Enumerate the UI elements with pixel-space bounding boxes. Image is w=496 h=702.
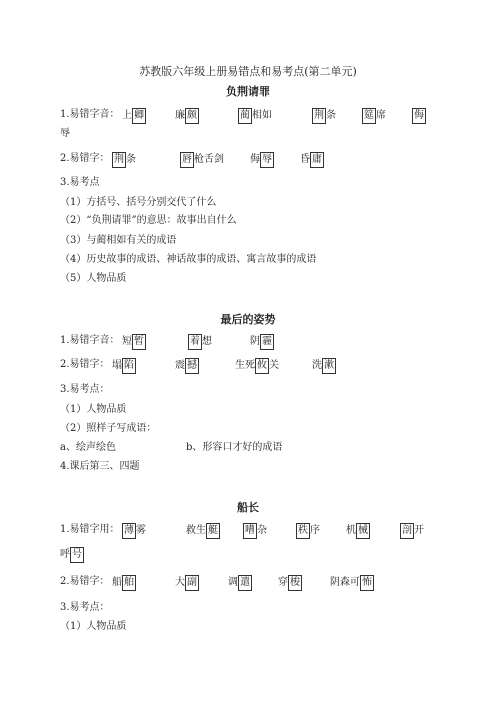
s3-char-3: 调 遣 bbox=[228, 575, 252, 591]
s2-word-3-highlight: 霾 bbox=[260, 334, 274, 350]
s2-char-1-highlight: 陷 bbox=[122, 358, 136, 374]
s2-line2-label: 2.易错字： bbox=[60, 359, 110, 370]
s2-char-1: 塌 陷 bbox=[112, 358, 136, 374]
s3-word-5: 机 械 bbox=[346, 523, 370, 539]
s2-char-3: 生死 攸 关 bbox=[235, 358, 279, 374]
s3-point-1: （1）人物品质 bbox=[60, 621, 127, 632]
s1-char-4: 昏 庸 bbox=[300, 152, 324, 168]
s3-char-4: 穿 梭 bbox=[278, 575, 302, 591]
s3-char-1-highlight: 舶 bbox=[122, 575, 136, 591]
s1-line1-label: 1.易错字音： bbox=[60, 109, 120, 120]
s1-word-3-highlight: 蔺 bbox=[238, 108, 252, 124]
s1-point-3: （3）与蔺相如有关的成语 bbox=[60, 235, 177, 246]
s1-word-1-highlight: 卿 bbox=[132, 108, 146, 124]
s1-char-3-highlight: 辱 bbox=[260, 152, 274, 168]
s3-line1-label: 1.易错字用： bbox=[60, 524, 120, 535]
s3-word-4-highlight: 秩 bbox=[296, 523, 310, 539]
s2-char-2: 震 撼 bbox=[175, 358, 199, 374]
s1-word-6a bbox=[412, 108, 426, 124]
s2-point-3a: a、绘声绘色 bbox=[60, 442, 116, 453]
s3-word-1-highlight: 薄 bbox=[122, 523, 136, 539]
s2-char-2-highlight: 撼 bbox=[185, 358, 199, 374]
s2-word-1-highlight: 暂 bbox=[132, 334, 146, 350]
s1-char-2: 唇 枪舌剑 bbox=[180, 152, 224, 168]
section-title-zuihoudezishi: 最后的姿势 bbox=[220, 313, 276, 326]
s3-char-1: 船 舶 bbox=[112, 575, 136, 591]
s3-word-5-highlight: 械 bbox=[356, 523, 370, 539]
s2-point-2: （2）照样子写成语： bbox=[60, 423, 157, 434]
s1-word-1: 上 卿 bbox=[122, 108, 146, 124]
s2-char-4: 洗 漱 bbox=[312, 358, 336, 374]
s3-word-3-highlight: 嘈 bbox=[243, 523, 257, 539]
s2-char-4-highlight: 漱 bbox=[322, 358, 336, 374]
s1-word-3: 蔺 相如 bbox=[238, 108, 272, 124]
s2-word-2: 着 想 bbox=[188, 334, 212, 350]
s2-line1-label: 1.易错字音： bbox=[60, 335, 120, 346]
s1-word-4-highlight: 荆 bbox=[312, 108, 326, 124]
s2-line3: 3.易考点： bbox=[60, 384, 110, 395]
s3-word-6: 剖 开 bbox=[400, 523, 424, 539]
section-title-fujingqingzui: 负荆请罪 bbox=[226, 85, 270, 98]
s3-word-2: 救生 艇 bbox=[186, 523, 220, 539]
s3-char-4-highlight: 梭 bbox=[288, 575, 302, 591]
s2-word-1: 短 暂 bbox=[122, 334, 146, 350]
s2-point-1: （1）人物品质 bbox=[60, 404, 127, 415]
s1-word-5: 筵 席 bbox=[362, 108, 386, 124]
s3-word-4: 秩 序 bbox=[296, 523, 320, 539]
s3-line2-label: 2.易错字： bbox=[60, 576, 110, 587]
s3-char-2-highlight: 副 bbox=[185, 575, 199, 591]
s3-char-5-highlight: 怖 bbox=[360, 575, 374, 591]
s3-word-6-highlight: 剖 bbox=[400, 523, 414, 539]
s1-point-4: （4）历史故事的成语、神话故事的成语、寓言故事的成语 bbox=[60, 254, 317, 265]
s3-word-3: 嘈 杂 bbox=[243, 523, 267, 539]
s1-line2-label: 2.易错字： bbox=[60, 153, 110, 164]
s3-word-1: 薄 雾 bbox=[122, 523, 146, 539]
s1-word-2: 廉 颇 bbox=[175, 108, 199, 124]
s3-word-7: 呼 号 bbox=[60, 547, 84, 563]
s3-char-2: 大 副 bbox=[175, 575, 199, 591]
s1-char-1: 荆 条 bbox=[112, 152, 136, 168]
s1-char-1-highlight: 荆 bbox=[112, 152, 126, 168]
s1-word-4: 荆 条 bbox=[312, 108, 336, 124]
s1-word-2-highlight: 颇 bbox=[185, 108, 199, 124]
s3-word-7-highlight: 号 bbox=[70, 547, 84, 563]
section-title-chuanzhang: 船长 bbox=[237, 501, 259, 514]
document-title: 苏教版六年级上册易错点和易考点(第二单元) bbox=[139, 65, 357, 78]
s1-word-5-highlight: 筵 bbox=[362, 108, 376, 124]
s3-char-5: 阴森可 怖 bbox=[330, 575, 374, 591]
s2-char-3-highlight: 攸 bbox=[255, 358, 269, 374]
s3-line3: 3.易考点： bbox=[60, 602, 110, 613]
s2-word-3: 阴 霾 bbox=[250, 334, 274, 350]
s2-line4: 4.课后第三、四题 bbox=[60, 461, 140, 472]
s2-point-3b: b、形容口才好的成语 bbox=[186, 442, 283, 453]
s1-word-6-highlight: 侮 bbox=[412, 108, 426, 124]
s1-char-3: 侮 辱 bbox=[250, 152, 274, 168]
s1-point-5: （5）人物品质 bbox=[60, 273, 127, 284]
s2-word-2-highlight: 着 bbox=[188, 334, 202, 350]
s1-point-1: （1）方括号、括号分别交代了什么 bbox=[60, 197, 217, 208]
s1-point-2: （2）“负荆请罪”的意思：故事出自什么 bbox=[60, 215, 237, 226]
s1-char-4-highlight: 庸 bbox=[310, 152, 324, 168]
s1-char-2-highlight: 唇 bbox=[180, 152, 194, 168]
s3-word-2-highlight: 艇 bbox=[206, 523, 220, 539]
s1-word-6b: 辱 bbox=[60, 128, 70, 139]
s1-line3: 3.易考点 bbox=[60, 177, 100, 188]
s3-char-3-highlight: 遣 bbox=[238, 575, 252, 591]
